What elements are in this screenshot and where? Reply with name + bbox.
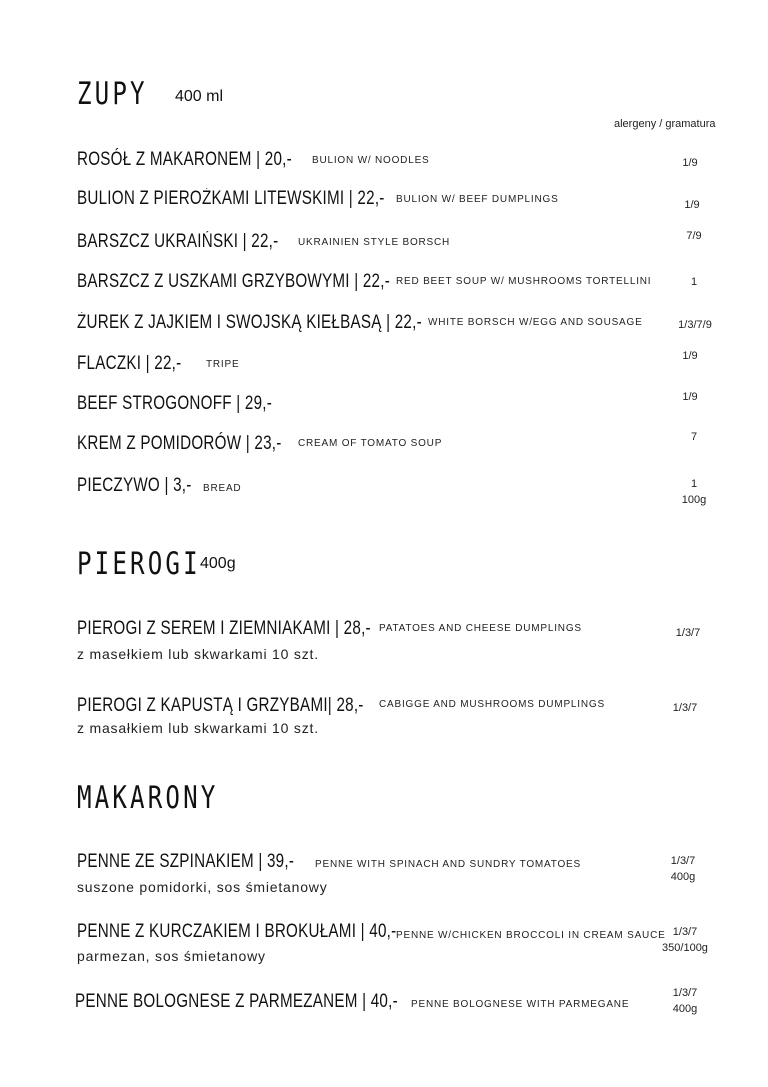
dish-english: CREAM OF TOMATO SOUP [298, 438, 443, 449]
dish-english: BREAD [203, 483, 242, 494]
allergens-code: 1/3/7 [672, 987, 698, 999]
dish-allergens: 1/9 [682, 391, 698, 403]
portion-weight: 100g [681, 494, 707, 506]
dish-english: PENNE WITH SPINACH AND SUNDRY TOMATOES [315, 859, 582, 870]
allergens-code: 1/3/7 [670, 855, 696, 867]
dish-english: UKRAINIEN STYLE BORSCH [298, 237, 451, 248]
dish-name: KREM Z POMIDORÓW | 23,- [77, 433, 282, 454]
dish-allergens: 1/9 [682, 157, 698, 169]
dish-note: z masałkiem lub skwarkami 10 szt. [77, 720, 319, 736]
dish-english: PENNE BOLOGNESE WITH PARMEGANE [411, 999, 630, 1010]
dish-note: z masełkiem lub skwarkami 10 szt. [77, 646, 319, 662]
portion-weight: 350/100g [662, 942, 708, 954]
section-title-makarony: MAKARONY [77, 780, 219, 816]
dish-allergens: 1/3/7 [675, 627, 701, 639]
dish-name: PIECZYWO | 3,- [77, 475, 192, 496]
dish-english: WHITE BORSCH W/EGG AND SOUSAGE [428, 317, 643, 328]
allergens-code: 1/3/7 [672, 926, 698, 938]
column-header-allergens: alergeny / gramatura [614, 118, 716, 130]
dish-note: suszone pomidorki, sos śmietanowy [77, 879, 328, 895]
dish-name: PIEROGI Z SEREM I ZIEMNIAKAMI | 28,- [77, 618, 371, 639]
section-title-pierogi: PIEROGI [77, 546, 201, 582]
dish-name: FLACZKI | 22,- [77, 353, 182, 374]
dish-name: BULION Z PIEROŻKAMI LITEWSKIMI | 22,- [77, 188, 385, 209]
section-subtitle-zupy: 400 ml [175, 88, 224, 105]
dish-allergens [645, 924, 725, 956]
dish-name: PENNE ZE SZPINAKIEM | 39,- [77, 851, 295, 872]
dish-note: parmezan, sos śmietanowy [77, 948, 266, 964]
dish-name: PIEROGI Z KAPUSTĄ I GRZYBAMI| 28,- [77, 695, 364, 716]
dish-allergens [654, 476, 734, 508]
portion-weight: 400g [672, 1003, 698, 1015]
dish-allergens: 1 [690, 276, 698, 288]
allergens-code: 1 [690, 478, 698, 490]
dish-english: BULION W/ BEEF DUMPLINGS [396, 194, 559, 205]
dish-allergens: 7/9 [686, 230, 702, 242]
dish-allergens: 1/9 [684, 199, 700, 211]
section-subtitle-pierogi: 400g [200, 555, 236, 572]
dish-allergens: 1/3/7 [672, 702, 698, 714]
dish-name: BARSZCZ Z USZKAMI GRZYBOWYMI | 22,- [77, 271, 390, 292]
dish-name: PENNE Z KURCZAKIEM I BROKUŁAMI | 40,- [77, 921, 397, 942]
dish-allergens [643, 853, 723, 885]
dish-english: CABIGGE AND MUSHROOMS DUMPLINGS [379, 699, 605, 710]
section-title-zupy: ZUPY [77, 76, 148, 112]
portion-weight: 400g [670, 871, 696, 883]
dish-name: ŻUREK Z JAJKIEM I SWOJSKĄ KIEŁBASĄ | 22,- [77, 312, 422, 333]
dish-name: PENNE BOLOGNESE Z PARMEZANEM | 40,- [75, 991, 398, 1012]
dish-name: ROSÓŁ Z MAKARONEM | 20,- [77, 149, 292, 170]
dish-english: RED BEET SOUP W/ MUSHROOMS TORTELLINI [396, 276, 652, 287]
dish-allergens: 7 [690, 431, 698, 443]
dish-english: PATATOES AND CHEESE DUMPLINGS [379, 623, 582, 634]
dish-name: BEEF STROGONOFF | 29,- [77, 393, 273, 414]
dish-name: BARSZCZ UKRAIŃSKI | 22,- [77, 231, 279, 252]
dish-english: BULION W/ NOODLES [312, 155, 430, 166]
dish-english: PENNE W/CHICKEN BROCCOLI IN CREAM SAUCE [396, 930, 666, 941]
dish-english: TRIPE [206, 359, 240, 370]
dish-allergens: 1/9 [682, 350, 698, 362]
dish-allergens [645, 985, 725, 1017]
dish-allergens: 1/3/7/9 [678, 319, 712, 331]
